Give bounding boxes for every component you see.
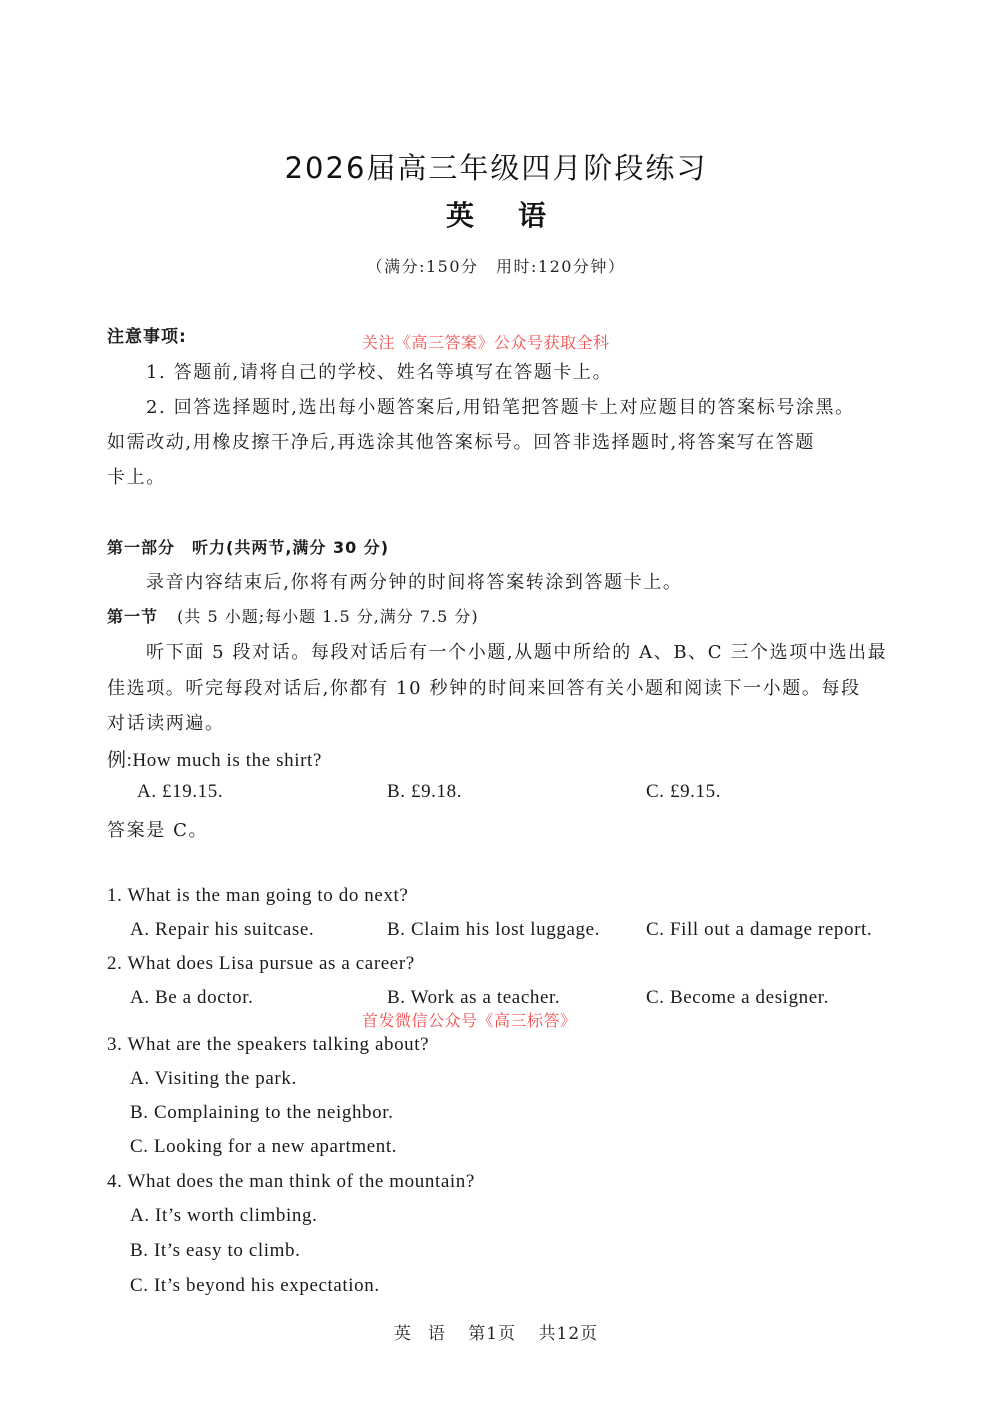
- footer-total-pages: 共12页: [538, 1324, 599, 1344]
- footer-subject-char: 语: [427, 1324, 446, 1344]
- footer-page-number: 第1页: [468, 1324, 517, 1344]
- question-1-option-c: C. Fill out a damage report.: [646, 919, 873, 940]
- question-3-stem: 3. What are the speakers talking about?: [107, 1034, 430, 1055]
- section1-header: [107, 604, 479, 627]
- question-4-option-a: A. It’s worth climbing.: [130, 1205, 318, 1226]
- watermark-middle: 首发微信公众号《高三标答》: [362, 1011, 577, 1030]
- watermark-top: 关注《高三答案》公众号获取全科: [362, 333, 610, 352]
- notes-item-2-line-3: 卡上。: [107, 467, 166, 488]
- part1-instruction: 录音内容结束后,你将有两分钟的时间将答案转涂到答题卡上。: [146, 572, 683, 593]
- directions-line-3: 对话读两遍。: [107, 713, 225, 734]
- example-answer: 答案是 C。: [107, 820, 209, 841]
- question-2-stem: 2. What does Lisa pursue as a career?: [107, 953, 415, 974]
- section1-title: 第一节: [107, 607, 159, 626]
- question-3-option-b: B. Complaining to the neighbor.: [130, 1102, 394, 1123]
- page-footer: [0, 1319, 992, 1344]
- part1-heading: 第一部分 听力(共两节,满分 30 分): [107, 538, 390, 557]
- example-option-b: B. £9.18.: [387, 781, 463, 802]
- directions-line-2: 佳选项。听完每段对话后,你都有 10 秒钟的时间来回答有关小题和阅读下一小题。每段: [107, 678, 861, 699]
- notes-item-1: 1. 答题前,请将自己的学校、姓名等填写在答题卡上。: [146, 362, 613, 383]
- section1-info: (共 5 小题;每小题 1.5 分,满分 7.5 分): [177, 607, 479, 626]
- question-3-option-c: C. Looking for a new apartment.: [130, 1136, 398, 1157]
- question-2-option-a: A. Be a doctor.: [130, 987, 254, 1008]
- footer-subject-char: 英: [393, 1324, 412, 1344]
- question-4-stem: 4. What does the man think of the mountain?: [107, 1171, 475, 1192]
- directions-line-1: 听下面 5 段对话。每段对话后有一个小题,从题中所给的 A、B、C 三个选项中选出最: [146, 642, 888, 663]
- question-3-option-a: A. Visiting the park.: [130, 1068, 297, 1089]
- subject-title: [0, 194, 992, 234]
- question-4-option-b: B. It’s easy to climb.: [130, 1240, 301, 1261]
- score-info: （满分:150分 用时:120分钟）: [366, 257, 626, 276]
- question-2-option-c: C. Become a designer.: [646, 987, 830, 1008]
- notes-item-2-line-1: 2. 回答选择题时,选出每小题答案后,用铅笔把答题卡上对应题目的答案标号涂黑。: [146, 397, 855, 418]
- question-2-option-b: B. Work as a teacher.: [387, 987, 561, 1008]
- notes-item-2-line-2: 如需改动,用橡皮擦干净后,再选涂其他答案标号。回答非选择题时,将答案写在答题: [107, 432, 815, 453]
- question-4-option-c: C. It’s beyond his expectation.: [130, 1275, 380, 1296]
- exam-title: 2026届高三年级四月阶段练习: [284, 151, 708, 185]
- example-question: 例:How much is the shirt?: [107, 750, 322, 771]
- question-1-stem: 1. What is the man going to do next?: [107, 885, 409, 906]
- example-option-a: A. £19.15.: [137, 781, 224, 802]
- example-option-c: C. £9.15.: [646, 781, 722, 802]
- subject-char: 语: [518, 199, 547, 232]
- notes-heading: 注意事项:: [107, 327, 187, 347]
- question-1-option-a: A. Repair his suitcase.: [130, 919, 315, 940]
- subject-char: 英: [445, 199, 474, 232]
- question-1-option-b: B. Claim his lost luggage.: [387, 919, 600, 940]
